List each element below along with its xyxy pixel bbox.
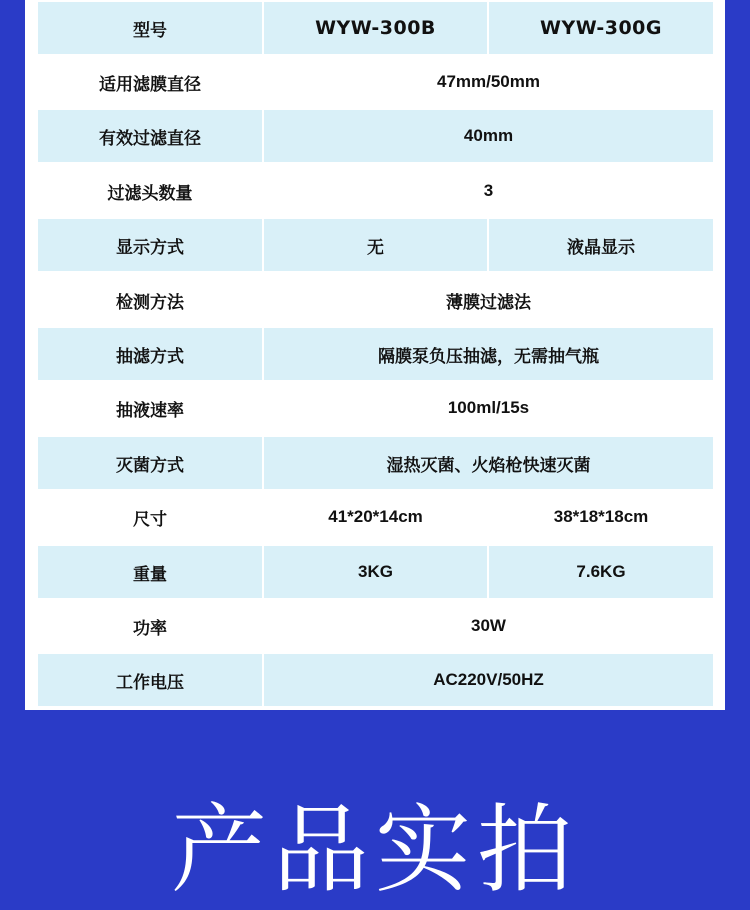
row-value: 湿热灭菌、火焰枪快速灭菌 — [264, 437, 713, 489]
row-value: 薄膜过滤法 — [264, 274, 713, 326]
table-row-model — [38, 2, 713, 54]
row-value: 100ml/15s — [264, 382, 713, 434]
row-value: 40mm — [264, 110, 713, 162]
model-value-b: WYW-300G — [489, 2, 713, 54]
row-value-b: 38*18*18cm — [489, 491, 713, 543]
table-row-suction — [38, 328, 713, 380]
row-value-a: 无 — [264, 219, 487, 271]
row-label: 灭菌方式 — [38, 437, 262, 489]
row-label: 尺寸 — [38, 491, 262, 543]
row-label: 有效过滤直径 — [38, 110, 262, 162]
model-value-a: WYW-300B — [264, 2, 487, 54]
row-label: 抽液速率 — [38, 382, 262, 434]
row-value-a: 41*20*14cm — [264, 491, 487, 543]
spec-table — [38, 0, 713, 710]
table-row-effective-diameter — [38, 110, 713, 162]
row-value-b: 7.6KG — [489, 546, 713, 598]
table-row-head-count — [38, 165, 713, 217]
table-row-voltage — [38, 654, 713, 706]
row-label: 型号 — [38, 2, 262, 54]
row-value: 30W — [264, 600, 713, 652]
table-row-rate — [38, 382, 713, 434]
row-label: 抽滤方式 — [38, 328, 262, 380]
table-row-display — [38, 219, 713, 271]
table-row-weight — [38, 546, 713, 598]
row-label: 功率 — [38, 600, 262, 652]
row-value: AC220V/50HZ — [264, 654, 713, 706]
row-label: 适用滤膜直径 — [38, 56, 262, 108]
row-label: 重量 — [38, 546, 262, 598]
table-row-power — [38, 600, 713, 652]
row-value: 3 — [264, 165, 713, 217]
table-row-sterilization — [38, 437, 713, 489]
row-label: 工作电压 — [38, 654, 262, 706]
section-title: 产品实拍 — [171, 794, 579, 906]
row-value: 47mm/50mm — [264, 56, 713, 108]
row-value: 隔膜泵负压抽滤，无需抽气瓶 — [264, 328, 713, 380]
row-label: 显示方式 — [38, 219, 262, 271]
table-row-method — [38, 274, 713, 326]
table-row-filter-diameter — [38, 56, 713, 108]
row-label: 检测方法 — [38, 274, 262, 326]
row-value-a: 3KG — [264, 546, 487, 598]
row-label: 过滤头数量 — [38, 165, 262, 217]
table-row-size — [38, 491, 713, 543]
row-value-b: 液晶显示 — [489, 219, 713, 271]
